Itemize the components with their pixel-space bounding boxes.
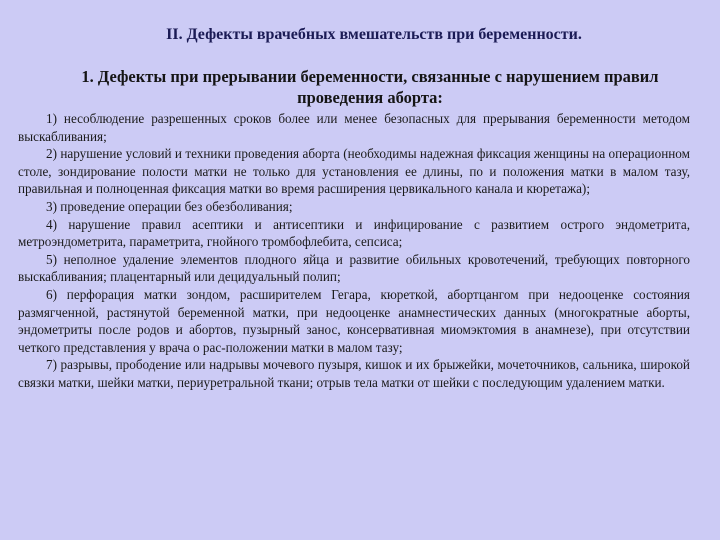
slide-subtitle: 1. Дефекты при прерывании беременности, связанные с нарушением правил проведения аборта: (81, 67, 659, 107)
list-item: 5) неполное удаление элементов плодного яйца и развитие обильных кровотечений, требующих повторного выскабливания; плацентарный или децидуальный полип; (18, 251, 690, 285)
list-item: 1) несоблюдение разрешенных сроков более или менее безопасных для прерывания беременности методом выскабливания; (18, 111, 690, 144)
slide-content (18, 110, 690, 392)
list-item: 6) перфорация матки зондом, расширителем Гегара, кюреткой, абортцангом при недооценке состояния размягченной, растянутой беременной матки, при недооценке анамнестических данных (многократные аборты, эндометриты после родов и абортов, пузырный занос, консервативная миомэктомия в анамнезе), при отсутствии четкого представления у врача о рас-положении матки в малом тазу; (18, 286, 690, 355)
list-item: 2) нарушение условий и техники проведения аборта (необходимы надежная фиксация женщины на операционном столе, зондирование полости матки не только для установления ее длины, по и положения матки в малом тазу, правильная и полноценная фиксация матки во время расширения цервикального канала и кюретажа); (18, 146, 690, 197)
list-item: 3) проведение операции без обезболивания; (46, 198, 293, 214)
list-item: 7) разрывы, прободение или надрывы мочевого пузыря, кишок и их брыжейки, мочеточников, сальника, широкой связки матки, шейки матки, периуретральной ткани; отрыв тела матки от шейки с последующим удалением матки. (18, 357, 690, 390)
slide-title: II. Дефекты врачебных вмешательств при беременности. (166, 26, 582, 43)
list-item: 4) нарушение правил асептики и антисептики и инфицирование с развитием острого эндометрита, метроэндометрита, параметрита, гнойного тромбофлебита, сепсиса; (18, 216, 690, 250)
